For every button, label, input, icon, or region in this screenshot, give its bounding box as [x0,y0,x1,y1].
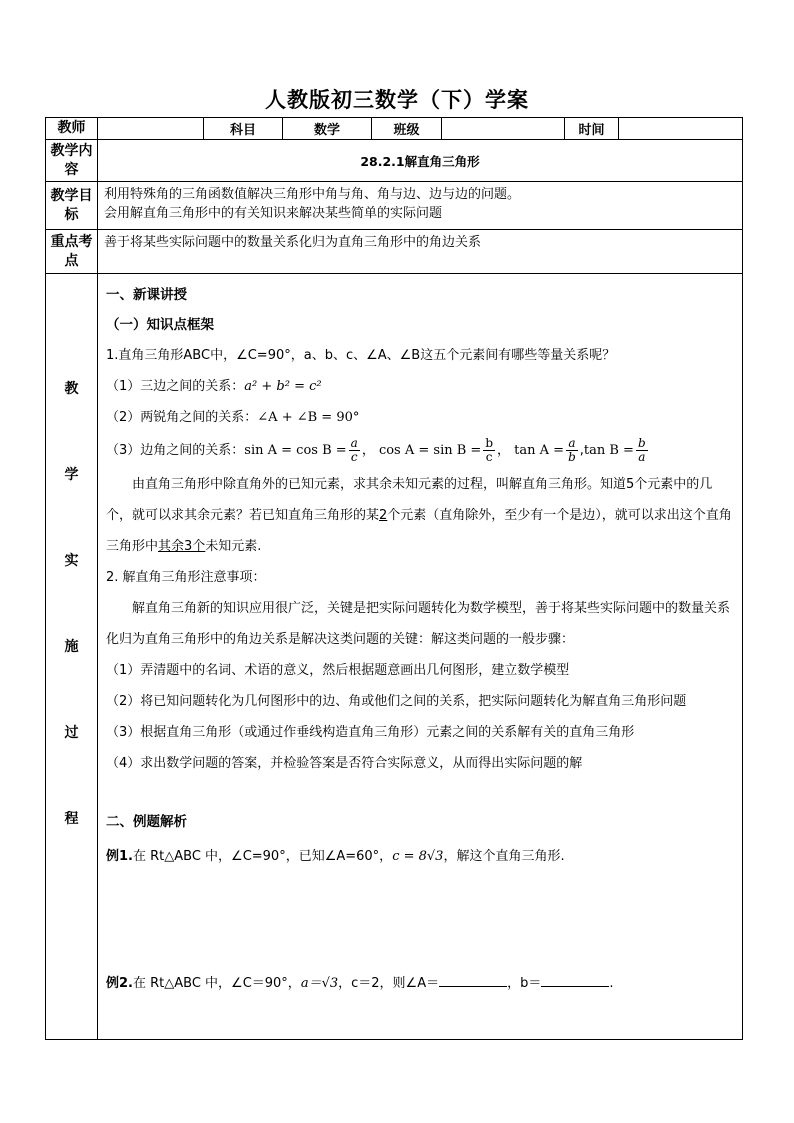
answer-blank-b[interactable] [541,974,609,987]
content-row [46,140,743,182]
lesson-table [45,117,743,1040]
example-2-end: . [609,976,614,991]
example-2-text: 在 Rt△ABC 中，∠C＝90°， [132,976,301,991]
content-value: 28.2.1解直角三角形 [98,140,743,182]
sin-formula: sin A = cos B = [244,443,347,458]
example-1-text: 在 Rt△ABC 中，∠C=90°，已知∠A=60°， [132,849,393,864]
cos-formula: cos A = sin B = [378,443,482,458]
content-label: 教学内容 [46,140,98,182]
relation-2-formula: ∠A + ∠B = 90° [257,410,360,425]
time-label: 时间 [565,118,619,140]
header-row [46,118,743,140]
goals-row [46,182,743,230]
subject-value: 数学 [283,118,372,140]
goals-text [98,182,743,230]
time-value [619,118,743,140]
teacher-value [98,118,204,140]
fraction-b-a: $\frac{b}{a}$ [637,436,646,464]
definition-text: 由直角三角形中除直角外的已知元素，求其余未知元素的过程，叫解直角三角形。知道5个元素中的几个，就可以求其余元素？若已知直角三角形的某 [106,477,713,523]
fraction-b-c: $\frac{b}{c}$ [485,436,494,464]
step-item: （3）根据直角三角形（或通过作垂线构造直角三角形）元素之间的关系解有关的直角三角形 [106,725,635,740]
relation-3-label: （3）边角之间的关系： [106,443,245,458]
process-label-char: 程 [64,811,79,827]
process-label-char: 学 [64,467,79,483]
section-heading: 一、新课讲授 [106,287,187,303]
goals-label: 教学目标 [46,182,98,230]
relation-1-label: （1）三边之间的关系： [106,379,245,394]
example-2 [106,969,734,999]
relation-2-label: （2）两锐角之间的关系： [106,410,258,425]
relation-2 [106,402,734,433]
class-label: 班级 [372,118,442,140]
definition-text-end: 未知元素. [205,539,262,554]
example-1-label: 例1. [106,849,133,864]
process-label-char: 施 [64,639,79,655]
example-2-a: a＝√3 [300,976,339,991]
teacher-label: 教师 [46,118,98,140]
underlined-remaining: 其余3个 [158,539,206,554]
class-value [442,118,565,140]
fraction-a-b: $\frac{a}{b}$ [568,436,576,464]
process-content [98,274,743,1040]
notes-paragraph: 解直角三角新的知识应用很广泛，关键是把实际问题转化为数学模型，善于将某些实际问题中的数量关系化归为直角三角形中的角边关系是解决这类问题的关键：解这类问题的一般步骤： [106,601,731,647]
section-heading-2: 二、例题解析 [106,814,187,830]
example-2-c: ，c＝2，则∠A＝ [338,976,440,991]
key-text: 善于将某些实际问题中的数量关系化归为直角三角形中的角边关系 [98,230,743,274]
goal-line: 利用特殊角的三角函数值解决三角形中角与角、角与边、边与边的问题。 [104,187,521,202]
example-2-b: ，b＝ [507,976,542,991]
step-item: （2）将已知问题转化为几何图形中的边、角或他们之间的关系，把实际问题转化为解直角三角形问题 [106,694,687,709]
step-item: （4）求出数学问题的答案，并检验答案是否符合实际意义，从而得出实际问题的解 [106,756,583,771]
process-row [46,274,743,1040]
relation-3: （3）边角之间的关系：sin A = cos B = $\frac{a}{c}$ ， cos A = sin B = $\frac{b}{c}$ ， tan A = $\frac{a}{b}$ ,tan B = $\frac{b}{a}$ [106,436,646,464]
subsection-heading: （一）知识点框架 [106,317,214,333]
process-label-char: 实 [64,553,79,569]
underlined-count: 2 [379,508,388,523]
key-label: 重点考点 [46,230,98,274]
goal-line: 会用解直角三角形中的有关知识来解决某些简单的实际问题 [104,206,443,221]
process-label [46,274,98,1040]
step-item: （1）弄清题中的名词、术语的意义，然后根据题意画出几何图形，建立数学模型 [106,663,570,678]
example-1 [106,837,734,877]
relation-1-formula: a² + b² = c² [244,379,322,394]
subject-label: 科目 [204,118,283,140]
answer-blank-a[interactable] [439,974,507,987]
key-row [46,230,743,274]
example-2-label: 例2. [106,976,133,991]
tan-a-formula: tan A = [514,443,565,458]
tan-b-formula: tan B = [583,443,634,458]
question-1: 1.直角三角形ABC中，∠C=90°，a、b、c、∠A、∠B这五个元素间有哪些等量关系呢？ [106,348,616,363]
example-1-math: c = 8√3 [392,849,444,864]
process-label-char: 教 [64,381,79,397]
question-2: 2. 解直角三角形注意事项： [106,570,266,585]
fraction-a-c: $\frac{a}{c}$ [350,436,358,464]
example-1-end: ，解这个直角三角形. [443,849,565,864]
definition-paragraph [106,469,734,562]
page-title: 人教版初三数学（下）学案 [265,87,529,112]
process-label-char: 过 [64,725,79,741]
relation-1 [106,371,734,402]
definition-text-mid: 个元素（直角除外，至少有一个是边），就可以求出这个直角三角形中 [106,508,732,554]
